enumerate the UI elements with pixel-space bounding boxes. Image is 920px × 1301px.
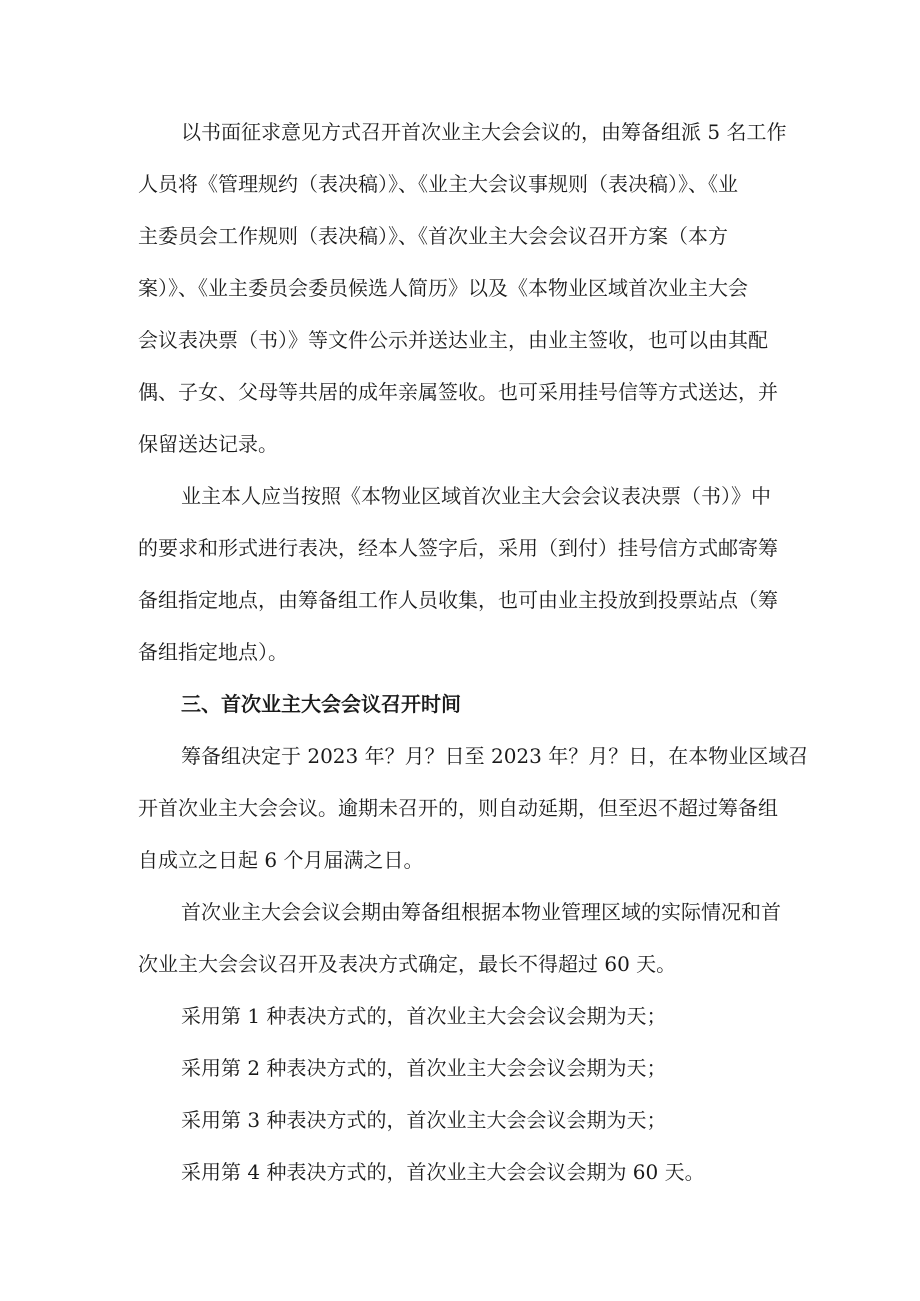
voting-method-1: 采用第 1 种表决方式的，首次业主大会会议会期为天； xyxy=(181,1004,667,1028)
text-line: 备组指定地点，由筹备组工作人员收集，也可由业主投放到投票站点（筹 xyxy=(138,588,778,612)
text-line: 主委员会工作规则（表决稿）》、《首次业主大会会议召开方案（本方 xyxy=(138,224,728,248)
section-heading: 三、首次业主大会会议召开时间 xyxy=(181,692,461,716)
text-line: 次业主大会会议召开及表决方式确定，最长不得超过 60 天。 xyxy=(138,952,677,976)
text-line: 自成立之日起 6 个月届满之日。 xyxy=(138,848,424,872)
text-line: 保留送达记录。 xyxy=(138,432,278,456)
text-line: 偶、子女、父母等共居的成年亲属签收。也可采用挂号信等方式送达，并 xyxy=(138,380,778,404)
text-line: 筹备组决定于 2023 年？月？日至 2023 年？月？日，在本物业区域召 xyxy=(181,744,809,768)
text-line: 会议表决票（书）》等文件公示并送达业主，由业主签收，也可以由其配 xyxy=(138,328,768,352)
voting-method-2: 采用第 2 种表决方式的，首次业主大会会议会期为天； xyxy=(181,1056,667,1080)
text-line: 案）》、《业主委员会委员候选人简历》以及《本物业区域首次业主大会 xyxy=(138,276,748,300)
voting-method-4: 采用第 4 种表决方式的，首次业主大会会议会期为 60 天。 xyxy=(181,1160,705,1184)
text-line: 开首次业主大会会议。逾期未召开的，则自动延期，但至迟不超过筹备组 xyxy=(138,796,778,820)
text-line: 首次业主大会会议会期由筹备组根据本物业管理区域的实际情况和首 xyxy=(181,900,781,924)
text-line: 的要求和形式进行表决，经本人签字后，采用（到付）挂号信方式邮寄筹 xyxy=(138,536,778,560)
text-line: 业主本人应当按照《本物业区域首次业主大会会议表决票（书）》中 xyxy=(181,484,771,508)
text-line: 备组指定地点）。 xyxy=(138,640,288,664)
voting-method-3: 采用第 3 种表决方式的，首次业主大会会议会期为天； xyxy=(181,1108,667,1132)
text-line: 人员将《管理规约（表决稿）》、《业主大会议事规则（表决稿）》、《业 xyxy=(138,172,738,196)
text-line: 以书面征求意见方式召开首次业主大会会议的，由筹备组派 5 名工作 xyxy=(181,120,787,144)
